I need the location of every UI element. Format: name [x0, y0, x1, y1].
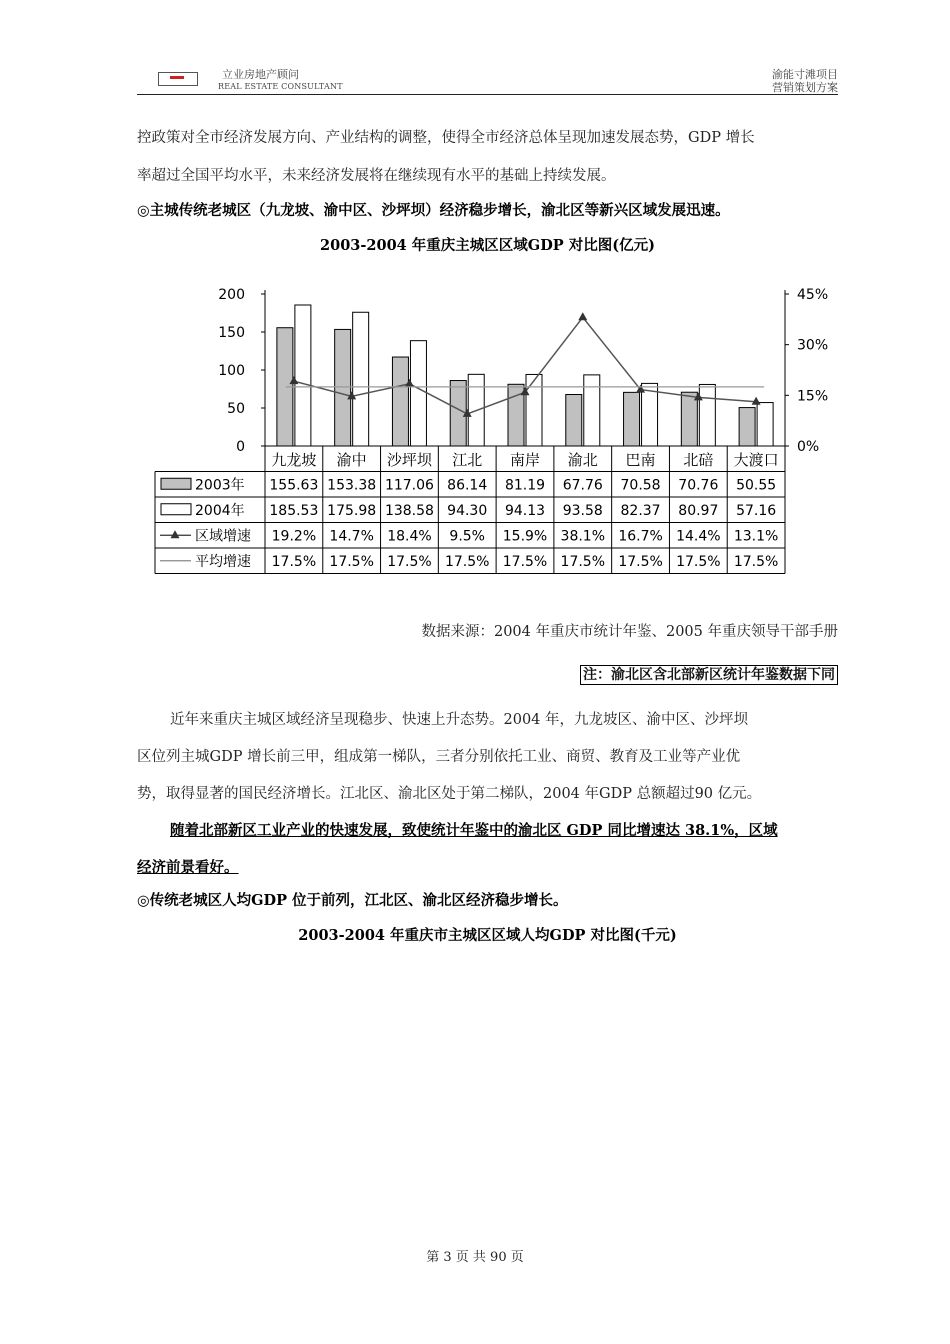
- bar-2004: [353, 312, 369, 446]
- page-number: 第 3 页 共 90 页: [426, 1250, 524, 1265]
- data-label: 17.5%: [444, 553, 490, 570]
- note-box: 注：渝北区含北部新区统计年鉴数据下同: [580, 665, 838, 685]
- category-label: 渝北: [567, 451, 598, 469]
- bar-2004: [584, 375, 600, 446]
- paragraph-3-line-1: 随着北部新区工业产业的快速发展，致使统计年鉴中的渝北区 GDP 同比增速达 38.1%，区域: [170, 822, 778, 839]
- data-label: 14.7%: [329, 528, 374, 545]
- data-source: 数据来源：2004 年重庆市统计年鉴、2005 年重庆领导干部手册: [421, 624, 838, 640]
- left-axis-tick-label: 150: [218, 325, 245, 341]
- category-label: 大渡口: [733, 451, 779, 469]
- growth-rate-point: [578, 312, 587, 320]
- data-label: 93.58: [562, 502, 603, 519]
- category-label: 渝中: [336, 451, 367, 469]
- bar-2004: [757, 403, 773, 446]
- data-label: 17.5%: [733, 553, 779, 570]
- data-label: 155.63: [269, 477, 319, 494]
- right-axis-tick-label: 30%: [797, 337, 829, 354]
- category-label: 北碚: [683, 451, 714, 469]
- section-heading-2: ◎传统老城区人均GDP 位于前列，江北区、渝北区经济稳步增长。: [137, 892, 568, 909]
- bar-2004: [410, 341, 426, 446]
- data-label: 81.19: [504, 477, 546, 494]
- bar-2003: [624, 392, 640, 446]
- left-axis-tick-label: 100: [218, 363, 245, 379]
- bar-2003: [739, 408, 755, 446]
- section-heading-1: ◎主城传统老城区（九龙坡、渝中区、沙坪坝）经济稳步增长，渝北区等新兴区域发展迅速。: [137, 202, 730, 219]
- bar-2004: [526, 374, 542, 446]
- bar-2003: [566, 395, 582, 446]
- right-axis-tick-label: 45%: [797, 287, 829, 303]
- legend-key-growth-marker: [171, 530, 180, 538]
- data-label: 80.97: [678, 502, 719, 519]
- data-label: 17.5%: [387, 553, 432, 570]
- data-label: 94.30: [447, 502, 488, 519]
- paragraph-1-line-1: 控政策对全市经济发展方向、产业结构的调整，使得全市经济总体呈现加速发展态势，GDP 增长: [137, 130, 755, 146]
- legend-key-2004: [161, 504, 191, 515]
- data-label: 16.7%: [618, 528, 663, 545]
- right-axis-tick-label: 15%: [797, 388, 829, 405]
- data-label: 175.98: [327, 502, 377, 519]
- bar-2004: [699, 384, 715, 446]
- data-label: 86.14: [447, 477, 488, 494]
- data-label: 67.76: [562, 477, 603, 494]
- header-company-cn: 立业房地产顾问: [222, 68, 299, 81]
- company-logo: [158, 72, 198, 86]
- header-project-subtitle: 营销策划方案: [772, 81, 838, 94]
- bar-2004: [295, 305, 311, 446]
- gdp-comparison-chart: [150, 278, 829, 580]
- data-label: 17.5%: [502, 553, 548, 570]
- data-label: 94.13: [504, 502, 546, 519]
- paragraph-3-line-2: 经济前景看好。: [137, 859, 239, 876]
- data-label: 17.5%: [676, 553, 721, 570]
- company-logo-mark: [170, 76, 184, 79]
- bar-2003: [392, 357, 408, 446]
- header-company-en: REAL ESTATE CONSULTANT: [218, 82, 343, 91]
- data-label: 17.5%: [618, 553, 663, 570]
- data-label: 15.9%: [502, 528, 548, 545]
- data-label: 17.5%: [271, 553, 317, 570]
- series-name: 2003年: [195, 477, 245, 494]
- chart-1-title: 2003-2004 年重庆主城区区域GDP 对比图(亿元): [320, 237, 655, 254]
- category-label: 巴南: [625, 451, 656, 469]
- header-project-name: 渝能寸滩项目: [772, 68, 838, 81]
- data-label: 117.06: [384, 477, 434, 494]
- series-name: 区域增速: [195, 528, 251, 545]
- data-label: 153.38: [327, 477, 377, 494]
- data-label: 82.37: [620, 502, 661, 519]
- paragraph-1-line-2: 率超过全国平均水平，未来经济发展将在继续现有水平的基础上持续发展。: [137, 168, 616, 184]
- legend-key-2003: [161, 478, 191, 489]
- right-axis-tick-label: 0%: [797, 439, 820, 455]
- data-label: 138.58: [384, 502, 434, 519]
- paragraph-2-line-2: 区位列主城GDP 增长前三甲，组成第一梯队，三者分别依托工业、商贸、教育及工业等产业优: [137, 749, 741, 765]
- paragraph-2-line-1: 近年来重庆主城区域经济呈现稳步、快速上升态势。2004 年，九龙坡区、渝中区、沙坪坝: [170, 712, 749, 728]
- series-name: 2004年: [195, 502, 245, 519]
- data-label: 13.1%: [733, 528, 779, 545]
- data-label: 18.4%: [387, 528, 432, 545]
- data-label: 50.55: [736, 477, 777, 494]
- bar-2003: [335, 329, 351, 446]
- category-label: 沙坪坝: [386, 451, 432, 469]
- data-label: 185.53: [269, 502, 319, 519]
- data-label: 19.2%: [271, 528, 317, 545]
- bar-2004: [642, 383, 658, 446]
- data-label: 14.4%: [676, 528, 721, 545]
- left-axis-tick-label: 50: [227, 401, 245, 417]
- category-label: 江北: [452, 451, 483, 469]
- data-label: 38.1%: [560, 528, 606, 545]
- category-label: 九龙坡: [271, 451, 317, 469]
- data-label: 57.16: [736, 502, 777, 519]
- data-label: 17.5%: [560, 553, 606, 570]
- left-axis-tick-label: 0: [236, 439, 245, 455]
- category-label: 南岸: [509, 451, 541, 469]
- series-name: 平均增速: [195, 553, 251, 570]
- bar-2003: [450, 381, 466, 446]
- data-label: 17.5%: [329, 553, 374, 570]
- growth-rate-point: [752, 397, 761, 405]
- data-label: 9.5%: [449, 528, 486, 545]
- data-label: 70.76: [678, 477, 719, 494]
- paragraph-2-line-3: 势，取得显著的国民经济增长。江北区、渝北区处于第二梯队，2004 年GDP 总额超过90 亿元。: [137, 786, 762, 802]
- header-divider: [137, 94, 838, 95]
- data-label: 70.58: [620, 477, 661, 494]
- chart-2-title: 2003-2004 年重庆市主城区区域人均GDP 对比图(千元): [298, 927, 677, 944]
- left-axis-tick-label: 200: [218, 287, 245, 303]
